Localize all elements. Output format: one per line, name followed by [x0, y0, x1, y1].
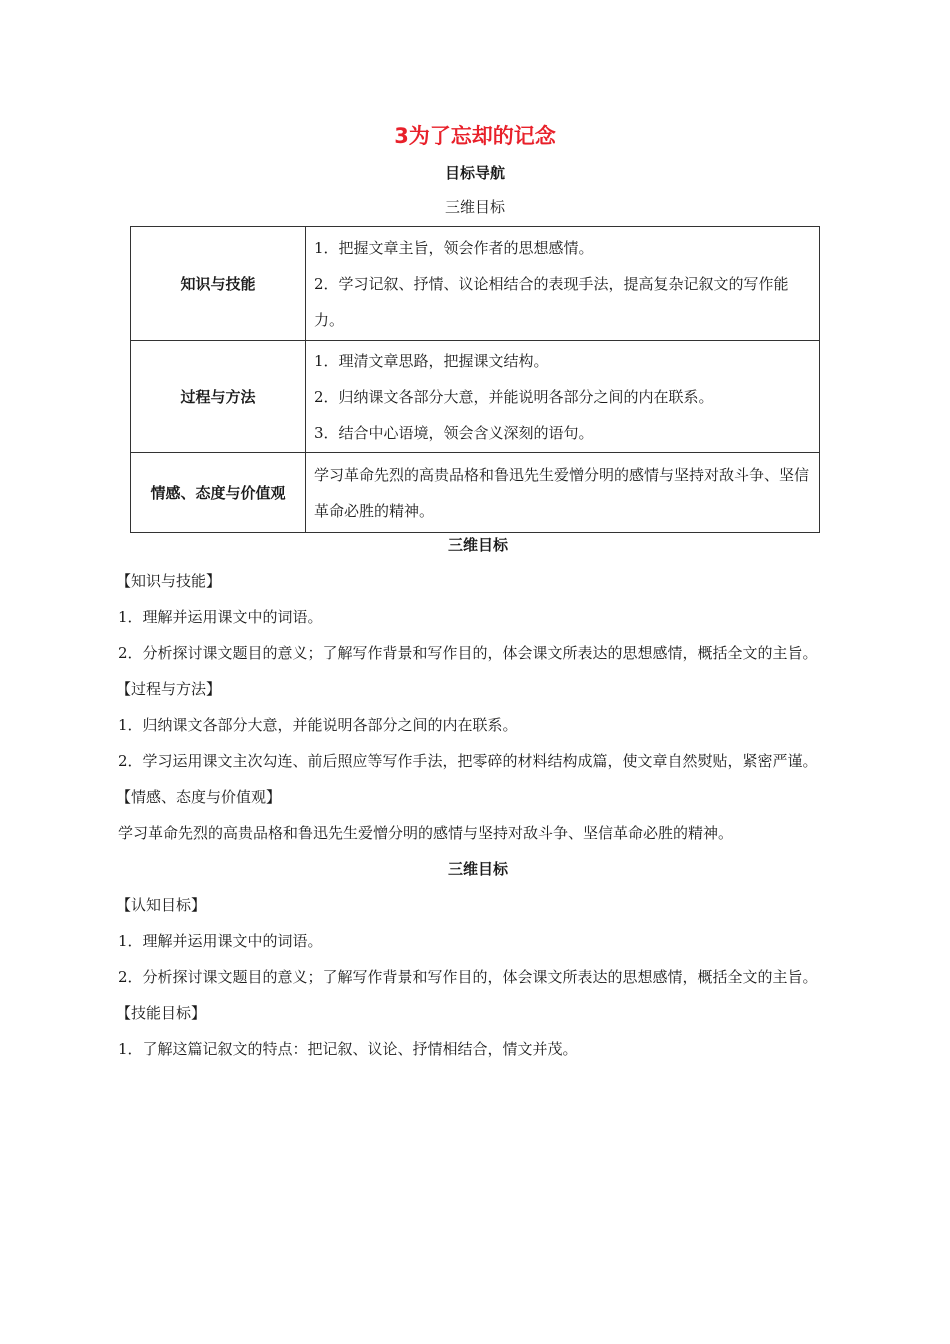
knowledge-item: 2．分析探讨课文题目的意义；了解写作背景和写作目的，体会课文所表达的思想感情，概括全文的主旨。 [118, 644, 818, 662]
process-item: 2．学习运用课文主次勾连、前后照应等写作手法，把零碎的材料结构成篇，使文章自然熨贴，紧密严谨。 [118, 752, 818, 770]
process-label: 【过程与方法】 [116, 680, 222, 698]
table-row [131, 453, 820, 533]
row-label: 知识与技能 [131, 227, 306, 341]
goals-table [130, 226, 820, 533]
row-content [306, 227, 820, 341]
process-item: 1．归纳课文各部分大意，并能说明各部分之间的内在联系。 [118, 716, 518, 734]
row-content [306, 341, 820, 453]
row-item: 1．理清文章思路，把握课文结构。 [314, 351, 549, 370]
knowledge-item: 1．理解并运用课文中的词语。 [118, 608, 323, 626]
table-row [131, 341, 820, 453]
row-label: 情感、态度与价值观 [131, 453, 306, 533]
table-row [131, 227, 820, 341]
knowledge-label: 【知识与技能】 [116, 572, 222, 590]
row-item: 1．把握文章主旨，领会作者的思想感情。 [314, 238, 594, 257]
row-item: 2．归纳课文各部分大意，并能说明各部分之间的内在联系。 [314, 387, 714, 406]
emotion-text: 学习革命先烈的高贵品格和鲁迅先生爱憎分明的感情与坚持对敌斗争、坚信革命必胜的精神。 [118, 824, 734, 842]
skill-item: 1．了解这篇记叙文的特点：把记叙、议论、抒情相结合，情文并茂。 [118, 1040, 578, 1058]
row-content [306, 453, 820, 533]
cognitive-item: 2．分析探讨课文题目的意义；了解写作背景和写作目的，体会课文所表达的思想感情，概括全文的主旨。 [118, 968, 818, 986]
goals-section-1 [88, 527, 868, 1067]
row-label: 过程与方法 [131, 341, 306, 453]
section-heading: 三维目标 [447, 536, 508, 554]
emotion-label: 【情感、态度与价值观】 [116, 788, 282, 806]
row-item: 3．结合中心语境，领会含义深刻的语句。 [314, 423, 594, 442]
row-item: 学习革命先烈的高贵品格和鲁迅先生爱憎分明的感情与坚持对敌斗争、坚信革命必胜的精神。 [314, 465, 810, 520]
document-title: 3为了忘却的记念 [394, 124, 556, 148]
cognitive-label: 【认知目标】 [116, 896, 207, 914]
row-item: 2．学习记叙、抒情、议论相结合的表现手法，提高复杂记叙文的写作能力。 [314, 274, 789, 329]
section-heading: 三维目标 [447, 860, 508, 878]
cognitive-item: 1．理解并运用课文中的词语。 [118, 932, 323, 950]
skill-label: 【技能目标】 [116, 1004, 207, 1022]
nav-heading: 目标导航 [444, 164, 505, 182]
table-caption: 三维目标 [444, 198, 505, 216]
